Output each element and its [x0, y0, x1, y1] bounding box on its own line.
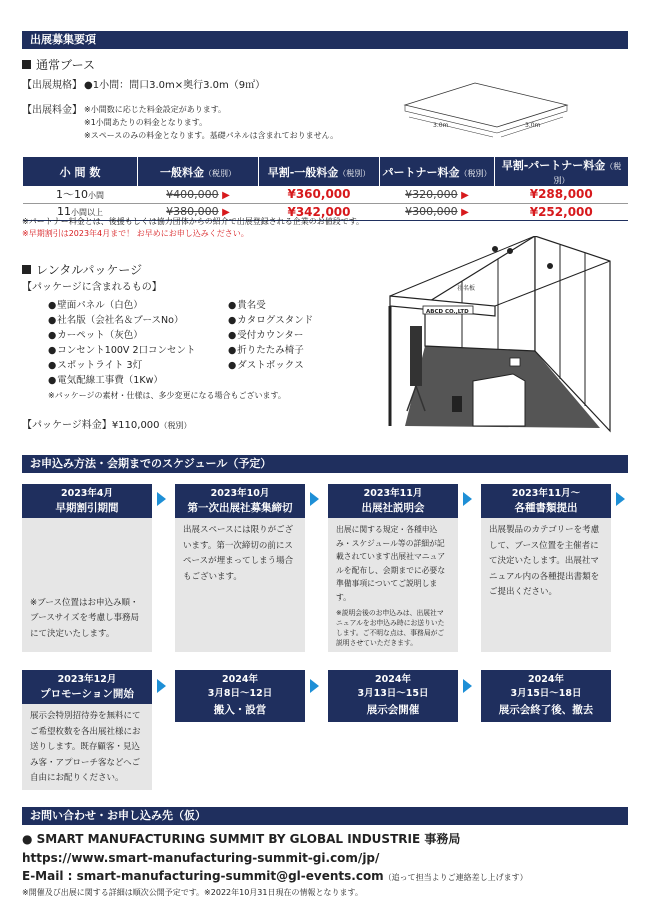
dim-label-left: 3.0m	[433, 122, 449, 129]
header-size: 小 間 数	[23, 157, 138, 186]
arrow-right-icon	[463, 492, 472, 506]
list-item: ● 社名版（会社名＆ブースNo）	[48, 313, 196, 328]
step-body-promotion: 展示会特別招待券を無料にてご希望枚数を各出展社様にお送りします。既存顧客・見込み客・アプローチ客などへご自由にお配りください。	[22, 704, 152, 790]
cell-size: 1～10小間	[23, 186, 138, 203]
header-early-partner: 早割-パートナー料金（税別）	[495, 157, 629, 186]
chair	[510, 358, 520, 366]
fee-note-1: ※小間数に応じた料金設定があります。	[84, 105, 227, 114]
fascia-text: ABCD CO.,LTD	[426, 309, 469, 315]
list-item: ● コンセント100V 2口コンセント	[48, 343, 196, 358]
catalog-stand	[410, 326, 422, 386]
package-items-left	[48, 298, 196, 388]
fee-note-3: ※スペースのみの料金となります。基礎パネルは含まれておりません。	[84, 131, 339, 140]
partner-note: ※パートナー料金とは、後援もしくは協力団体からの紹介で出展登録される企業のお値段です。	[22, 217, 365, 226]
list-item: ● スポットライト 3灯	[48, 358, 196, 373]
step-header-promotion: 2023年12月 プロモーション開始	[22, 670, 152, 704]
step-header-setup: 2024年 3月8日～12日 搬入・設営	[175, 670, 305, 722]
list-item: ● カタログスタンド	[228, 313, 313, 328]
list-item: ● 折りたたみ椅子	[228, 343, 313, 358]
heading-text: 通常ブース	[36, 58, 96, 72]
square-bullet-icon	[22, 265, 31, 274]
step-header-early: 2023年4月 早期割引期間	[22, 484, 152, 518]
cell-size: 11小間以上	[23, 203, 138, 220]
arrow-icon: ▶	[461, 189, 469, 201]
step-header-teardown: 2024年 3月15日～18日 展示会終了後、撤去	[481, 670, 611, 722]
arrow-right-icon	[157, 679, 166, 693]
booth-floor-diagram	[395, 75, 575, 145]
step-body-briefing: 出展に関する規定・各種申込み・スケジュール等の詳細が記載されています出展社マニュアルを配布し、会期までに必要な準備事項についてご説明します。 ※説明会後のお申込みは、出展社マニュアルをお申込み時にお送りいたします。ご不明な点は、事務局がご説明させていただきます。	[328, 518, 458, 652]
list-item: ● カーペット（灰色）	[48, 328, 196, 343]
fee-note-2: ※1小間あたりの料金となります。	[84, 118, 208, 127]
arrow-right-icon	[310, 679, 319, 693]
package-included-label: 【パッケージに含まれるもの】	[22, 282, 162, 293]
list-item: ● 貴名受	[228, 298, 313, 313]
dim-label-right: 3.0m	[525, 122, 541, 129]
list-item: ● 電気配線工事費（1Kw）	[48, 373, 196, 388]
cell-early-general: ¥360,000	[259, 186, 380, 203]
spotlight-icon	[507, 248, 513, 254]
cell-partner: ¥320,000 ▶	[380, 186, 495, 203]
contact-url[interactable]: https://www.smart-manufacturing-summit-gi.com/jp/	[22, 851, 380, 865]
package-note: ※パッケージの素材・仕様は、多少変更になる場合もございます。	[48, 391, 286, 400]
section-banner-requirements: 出展募集要項	[22, 31, 628, 49]
step-header-first-deadline: 2023年10月 第一次出展社募集締切	[175, 484, 305, 518]
fee-table-header	[23, 157, 629, 186]
rental-package-heading	[22, 261, 142, 278]
fee-table	[22, 157, 628, 221]
spec-label: 【出展規格】	[22, 80, 82, 91]
booth-illustration	[385, 236, 621, 438]
fee-label: 【出展料金】	[22, 105, 82, 116]
cell-early-partner: ¥252,000	[495, 203, 629, 220]
step-body-documents: 出展製品のカテゴリーを考慮して、ブース位置を主催者にて決定いたします。出展社マニュアル内の各種提出書類をご提出ください。	[481, 518, 611, 652]
list-item: ● 受付カウンター	[228, 328, 313, 343]
arrow-right-icon	[310, 492, 319, 506]
footer-note: ※開催及び出展に関する詳細は順次公開予定です。※2022年10月31日現在の情報となります。	[22, 888, 363, 897]
contact-org: ● SMART MANUFACTURING SUMMIT BY GLOBAL INDUSTRIE 事務局	[22, 832, 461, 846]
arrow-right-icon	[616, 492, 625, 506]
dust-box	[452, 396, 462, 412]
step-header-documents: 2023年11月～ 各種書類提出	[481, 484, 611, 518]
contact-email[interactable]: E-Mail : smart-manufacturing-summit@gl-events.com（追って担当よりご連絡差し上げます）	[22, 869, 528, 883]
spotlight-icon	[547, 263, 553, 269]
reception-counter	[473, 374, 525, 426]
section-banner-contact: お問い合わせ・お申し込み先（仮）	[22, 807, 628, 825]
early-bird-note: ※早期割引は2023年4月まで！ お早めにお申し込みください。	[22, 229, 249, 238]
square-bullet-icon	[22, 60, 31, 69]
table-row	[23, 186, 629, 203]
section-banner-schedule: お申込み方法・会期までのスケジュール（予定）	[22, 455, 628, 473]
floor-shape	[405, 83, 567, 127]
package-items-right	[228, 298, 313, 373]
header-early-general: 早割-一般料金（税別）	[259, 157, 380, 186]
list-item: ● 壁面パネル（白色）	[48, 298, 196, 313]
cell-early-general: ¥342,000	[259, 203, 380, 220]
arrow-icon: ▶	[461, 207, 469, 218]
standard-booth-heading	[22, 56, 95, 73]
bullet-icon: ●	[22, 832, 37, 846]
header-partner: パートナー料金（税別）	[380, 157, 495, 186]
cell-general: ¥380,000 ▶	[138, 203, 259, 220]
step-header-exhibition: 2024年 3月13日～15日 展示会開催	[328, 670, 458, 722]
back-wall	[425, 236, 535, 351]
arrow-right-icon	[157, 492, 166, 506]
header-general: 一般料金（税別）	[138, 157, 259, 186]
step-body-early: ※ブース位置はお申込み順・ブースサイズを考慮し事務局にて決定いたします。	[22, 518, 152, 652]
arrow-icon: ▶	[222, 189, 230, 201]
spec-value: ●1小間：間口3.0m×奥行3.0m（9㎡）	[84, 80, 266, 91]
step-header-briefing: 2023年11月 出展社説明会	[328, 484, 458, 518]
package-price: 【パッケージ料金】¥110,000（税別）	[22, 420, 192, 431]
arrow-icon: ▶	[222, 207, 230, 218]
arrow-right-icon	[463, 679, 472, 693]
step-body-first-deadline: 出展スペースには限りがございます。第一次締切の前にスペースが埋まってしまう場合もございます。	[175, 518, 305, 652]
spotlight-icon	[492, 246, 498, 252]
list-item: ● ダストボックス	[228, 358, 313, 373]
cell-early-partner: ¥288,000	[495, 186, 629, 203]
heading-text: レンタルパッケージ	[36, 263, 143, 277]
sign-label: 社名板	[457, 285, 476, 292]
cell-general: ¥400,000 ▶	[138, 186, 259, 203]
cell-partner: ¥300,000 ▶	[380, 203, 495, 220]
